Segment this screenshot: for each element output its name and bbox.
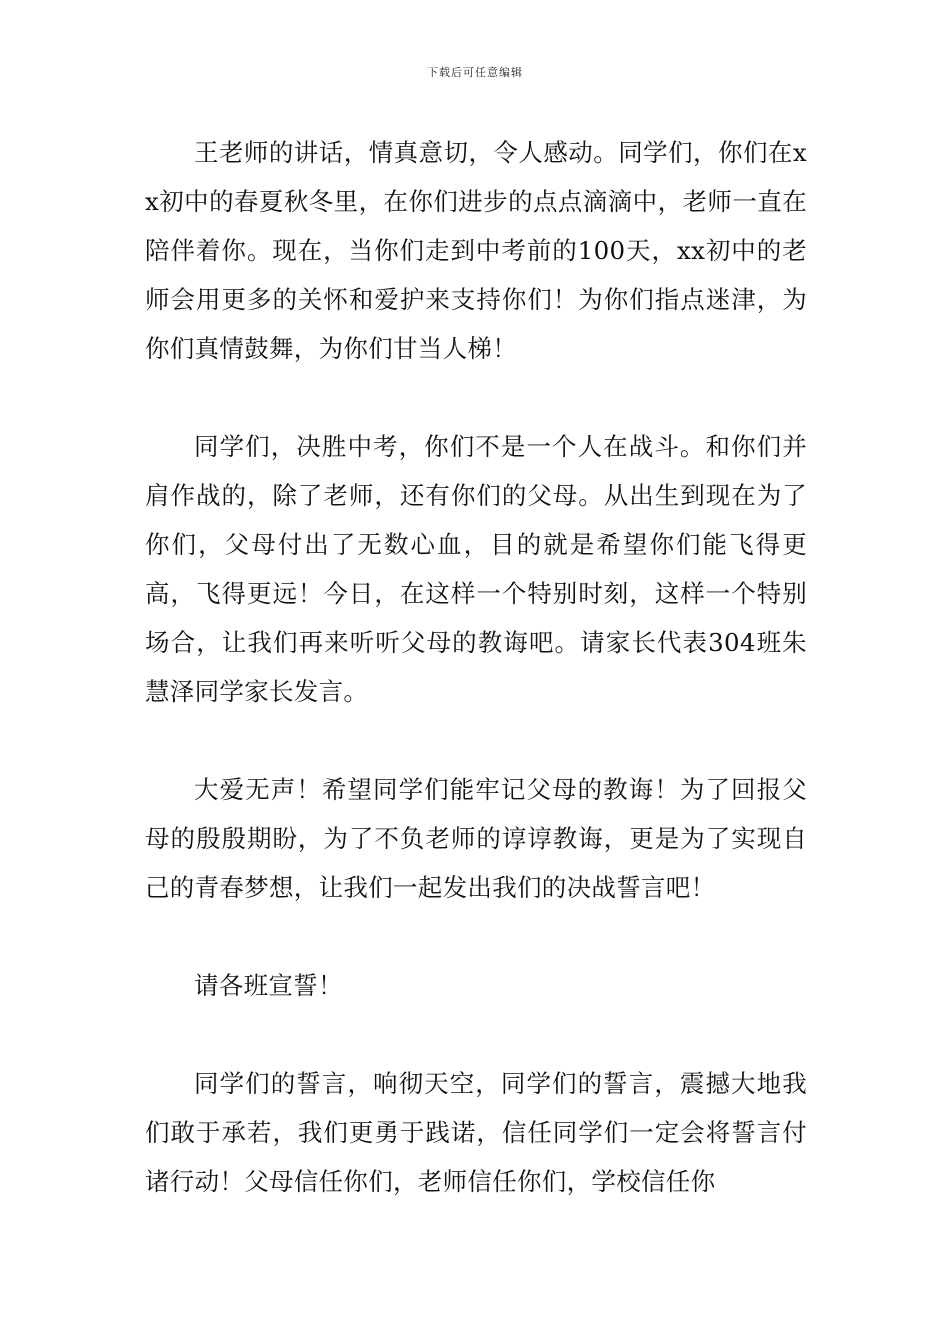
paragraph-spacer bbox=[145, 1010, 807, 1059]
paragraph-1: 王老师的讲话，情真意切，令人感动。同学们，你们在xx初中的春夏秋冬里，在你们进步的点点滴滴中，老师一直在陪伴着你。现在，当你们走到中考前的100天，xx初中的老师会用更多的关怀和爱护来支持你们！为你们指点迷津，为你们真情鼓舞，为你们甘当人梯！ bbox=[145, 138, 807, 363]
paragraph-spacer bbox=[145, 912, 807, 961]
paragraph-2: 同学们，决胜中考，你们不是一个人在战斗。和你们并肩作战的，除了老师，还有你们的父母。从出生到现在为了你们，父母付出了无数心血，目的就是希望你们能飞得更高，飞得更远！今日，在这样一个特别时刻，这样一个特别场合，让我们再来听听父母的教诲吧。请家长代表304班朱慧泽同学家长发言。 bbox=[145, 432, 807, 706]
paragraph-3: 大爱无声！希望同学们能牢记父母的教诲！为了回报父母的殷殷期盼，为了不负老师的谆谆教诲，更是为了实现自己的青春梦想，让我们一起发出我们的决战誓言吧！ bbox=[145, 775, 807, 902]
paragraph-4: 请各班宣誓！ bbox=[194, 971, 343, 1000]
paragraph-spacer bbox=[145, 716, 807, 765]
document-body bbox=[145, 128, 807, 1206]
header-note: 下载后可任意编辑 bbox=[427, 66, 523, 79]
paragraph-spacer bbox=[145, 373, 807, 422]
paragraph-5: 同学们的誓言，响彻天空，同学们的誓言，震撼大地我们敢于承若，我们更勇于践诺，信任同学们一定会将誓言付诸行动！父母信任你们，老师信任你们，学校信任你 bbox=[145, 1069, 807, 1196]
